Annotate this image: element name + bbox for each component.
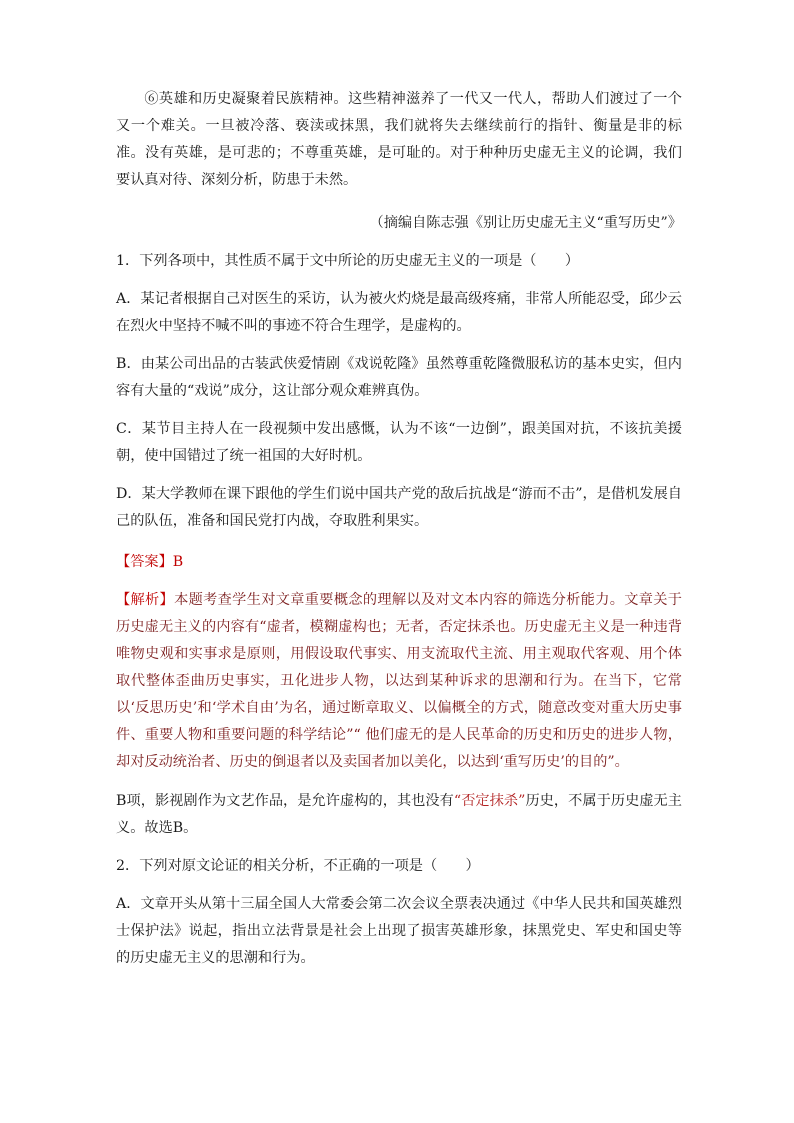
question-1-option-d: D．某大学教师在课下跟他的学生们说中国共产党的敌后抗战是“游而不击”，是借机发展自己的队伍，准备和国民党打内战，夺取胜利果实。 xyxy=(116,486,682,529)
note-prefix: B项，影视剧作为文艺作品，是允许虚构的，其也没有 xyxy=(116,793,454,809)
answer-tag: 【答案】 xyxy=(116,554,173,570)
analysis-text: 本题考查学生对文章重要概念的理解以及对文本内容的筛选分析能力。文章关于历史虚无主义的内容有“虚者，模糊虚构也；无者，否定抹杀也。历史虚无主义是一种违背唯物史观和实事求是原则，用假设取代事实、用支流取代主流、用主观取代客观、用个体取代整体歪曲历史事实，丑化进步人物，以达到某种诉求的思潮和行为。在当下，它常以‘反思历史’和‘学术自由’为名，通过断章取义、以偏概全的方式，随意改变对重大历史事件、重要人物和重要问题的科学结论”“ 他们虚无的是人民革命的历史和历史的进步人物，却对反动统治者、历史的倒退者以及卖国者加以美化，以达到‘重写历史’的目的”。 xyxy=(116,592,682,770)
question-1-stem: 1．下列各项中，其性质不属于文中所论的历史虚无主义的一项是（ ） xyxy=(116,253,580,269)
analysis-tag: 【解析】 xyxy=(116,592,175,608)
document-page xyxy=(116,86,682,972)
question-1-option-a: A．某记者根据自己对医生的采访，认为被火灼烧是最高级疼痛，非常人所能忍受，邱少云在烈火中坚持不喊不叫的事迹不符合生理学，是虚构的。 xyxy=(116,291,682,334)
question-1-answer xyxy=(116,549,682,576)
question-1-option-b: B．由某公司出品的古装武侠爱情剧《戏说乾隆》虽然尊重乾隆微服私访的基本史实，但内容有大量的“戏说”成分，这让部分观众难辨真伪。 xyxy=(116,356,682,399)
note-suffix: 历史，不属于历史虚无主义。故选B。 xyxy=(116,793,682,836)
answer-value: B xyxy=(172,554,184,570)
passage-source: （摘编自陈志强《别让历史虚无主义“重写历史”》 xyxy=(369,215,682,231)
question-2-option-a: A．文章开头从第十三届全国人大常委会第二次会议全票表决通过《中华人民共和国英雄烈士保护法》说起，指出立法背景是社会上出现了损害英雄形象，抹黑党史、军史和国史等的历史虚无主义的思潮和行为。 xyxy=(116,896,682,966)
note-highlight: “否定抹杀” xyxy=(453,793,526,809)
question-2-stem: 2．下列对原文论证的相关分析，不正确的一项是（ ） xyxy=(116,858,480,874)
question-1-note xyxy=(116,788,682,842)
passage-paragraph-6: ⑥英雄和历史凝聚着民族精神。这些精神滋养了一代又一代人，帮助人们渡过了一个又一个难关。一旦被冷落、亵渎或抹黑，我们就将失去继续前行的指针、衡量是非的标准。没有英雄，是可悲的；不尊重英雄，是可耻的。对于种种历史虚无主义的论调，我们要认真对待、深刻分析，防患于未然。 xyxy=(116,91,682,188)
question-1-analysis xyxy=(116,587,682,776)
question-1-option-c: C．某节目主持人在一段视频中发出感慨，认为不该“一边倒”，跟美国对抗，不该抗美援朝，使中国错过了统一祖国的大好时机。 xyxy=(116,421,682,464)
